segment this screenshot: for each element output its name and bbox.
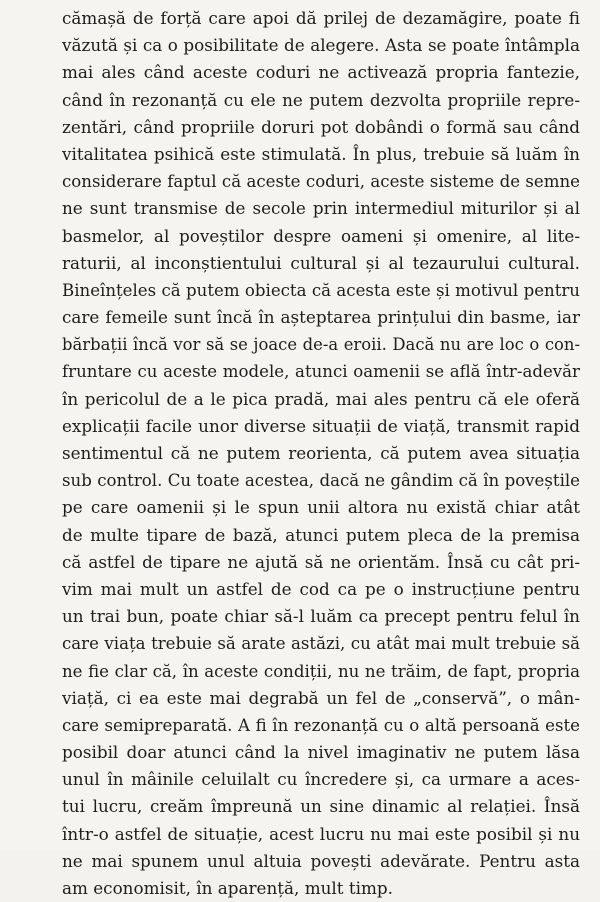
text-line: unul în mâinile celuilalt cu încredere și, ca urmare a aces- (62, 769, 580, 790)
text-line: în pericolul de a le pica pradă, mai ales pentru că ele oferă (62, 388, 580, 409)
text-line: ne fie clar că, în aceste condiții, nu ne trăim, de fapt, propria (62, 661, 580, 681)
text-line: Bineînțeles că putem obiecta că acesta este și motivul pentru (62, 280, 580, 300)
text-line: că astfel de tipare ne ajută să ne orientăm. Însă cu cât pri- (62, 551, 580, 572)
text-line: vitalitatea psihică este stimulată. În plus, trebuie să luăm în (62, 143, 580, 164)
text-line: sentimentul că ne putem reorienta, că putem avea situația (62, 443, 580, 463)
text-line: am economisit, în aparență, mult timp. (62, 878, 393, 898)
text-line: posibil doar atunci când la nivel imaginativ ne putem lăsa (62, 742, 580, 763)
text-line: ne sunt transmise de secole prin intermediul miturilor și al (62, 198, 580, 219)
text-line: într-o astfel de situație, acest lucru nu mai este posibil și nu (62, 823, 580, 844)
text-line: care viața trebuie să arate astăzi, cu atât mai mult trebuie să (62, 634, 580, 654)
text-line: un trai bun, poate chiar să-l luăm ca precept pentru felul în (62, 606, 580, 627)
text-line: zentări, când propriile doruri pot dobândi o formă sau când (62, 116, 580, 137)
text-line: considerare faptul că aceste coduri, aceste sisteme de semne (62, 172, 580, 192)
text-line: pe care oamenii și le spun unii altora nu există chiar atât (62, 497, 580, 518)
text-line: tui lucru, creăm împreună un sine dinamic al relației. Însă (62, 796, 580, 817)
text-line: bărbații încă vor să se joace de-a eroii. Dacă nu are loc o con- (62, 335, 580, 355)
text-line: explicații facile unor diverse situații de viață, transmit rapid (62, 415, 580, 436)
text-line: cămașă de forță care apoi dă prilej de dezamăgire, poate fi (62, 8, 580, 28)
text-line: de multe tipare de bază, atunci putem pleca de la premisa (62, 524, 580, 545)
text-line: care semipreparată. A fi în rezonanță cu o altă persoană este (62, 715, 580, 735)
text-line: mai ales când aceste coduri ne activează propria fantezie, (62, 62, 580, 83)
text-line: basmelor, al poveștilor despre oameni și omenire, al lite- (62, 225, 580, 246)
text-line: văzută și ca o posibilitate de alegere. Asta se poate întâmpla (62, 35, 580, 56)
body-text (62, 5, 580, 902)
text-line: care femeile sunt încă în așteptarea prințului din basme, iar (62, 307, 580, 328)
text-line: când în rezonanță cu ele ne putem dezvolta propriile repre- (62, 89, 580, 110)
text-line: vim mai mult un astfel de cod ca pe o instrucțiune pentru (62, 578, 580, 599)
text-line: ne mai spunem unul altuia povești adevărate. Pentru asta (62, 850, 580, 871)
text-line: viață, ci ea este mai degrabă un fel de „conservă”, o mân- (62, 687, 580, 708)
text-line: fruntare cu aceste modele, atunci oamenii se află într-adevăr (62, 362, 580, 382)
text-line: raturii, al inconștientului cultural și al tezaurului cultural. (62, 252, 580, 273)
text-line: sub control. Cu toate acestea, dacă ne gândim că în poveștile (62, 471, 580, 491)
